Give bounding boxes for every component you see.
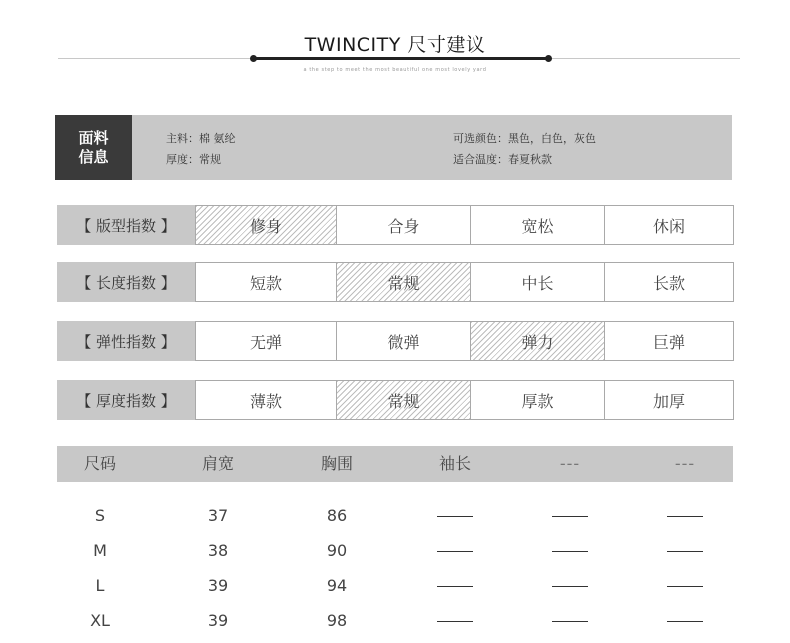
index-option: 薄款 (196, 381, 337, 419)
index-label: 【 弹性指数 】 (57, 321, 195, 361)
size-header-cell: --- (559, 454, 581, 473)
main-fabric: 主料：棉 氨纶 (166, 132, 236, 145)
index-options (195, 205, 734, 245)
page-title: TWINCITY 尺寸建议 (304, 34, 486, 56)
title-rule-accent (253, 57, 549, 60)
size-cell: 39 (207, 576, 229, 595)
index-option: 休闲 (652, 216, 685, 236)
index-option: 长款 (652, 273, 685, 293)
index-option-selected: 常规 (337, 263, 471, 301)
empty-value-dash (667, 551, 703, 552)
size-cell: M (93, 541, 107, 560)
empty-value-dash (437, 516, 473, 517)
empty-value-dash (667, 621, 703, 622)
index-option: 厚款 (471, 381, 605, 419)
empty-value-dash (437, 551, 473, 552)
size-cell: 37 (207, 506, 229, 525)
empty-value-dash (552, 551, 588, 552)
empty-value-dash (667, 516, 703, 517)
size-table-header (57, 446, 733, 482)
index-option: 微弹 (337, 322, 471, 360)
suitable-season: 适合温度：春夏秋款 (453, 153, 552, 166)
size-cell: 90 (326, 541, 348, 560)
thickness: 厚度：常规 (166, 153, 221, 166)
index-option: 巨弹 (652, 332, 685, 352)
size-header-cell: 尺码 (83, 454, 116, 473)
index-option: 短款 (196, 263, 337, 301)
index-option: 无弹 (196, 322, 337, 360)
size-cell: 38 (207, 541, 229, 560)
rule-dot-left (250, 55, 257, 62)
index-option: 宽松 (471, 206, 605, 244)
empty-value-dash (552, 621, 588, 622)
size-cell: XL (90, 611, 110, 630)
material-label-line2: 信息 (78, 147, 109, 166)
size-cell: L (95, 576, 105, 595)
size-header-cell: 袖长 (438, 454, 471, 473)
index-label: 【 长度指数 】 (57, 262, 195, 302)
index-label: 【 版型指数 】 (57, 205, 195, 245)
empty-value-dash (437, 621, 473, 622)
page-subtitle: a the step to meet the most beautiful one most lovely yard (303, 67, 487, 73)
index-option-selected: 常规 (337, 381, 471, 419)
index-options (195, 380, 734, 420)
index-options (195, 321, 734, 361)
index-option-selected: 修身 (196, 206, 337, 244)
index-options (195, 262, 734, 302)
empty-value-dash (552, 516, 588, 517)
size-cell: 39 (207, 611, 229, 630)
size-header-cell: 胸围 (320, 454, 353, 473)
index-label: 【 厚度指数 】 (57, 380, 195, 420)
index-option-selected: 弹力 (471, 322, 605, 360)
index-option: 中长 (471, 263, 605, 301)
rule-dot-right (545, 55, 552, 62)
empty-value-dash (552, 586, 588, 587)
size-cell: 98 (326, 611, 348, 630)
empty-value-dash (437, 586, 473, 587)
size-header-cell: --- (674, 454, 696, 473)
size-header-cell: 肩宽 (201, 454, 234, 473)
empty-value-dash (667, 586, 703, 587)
material-label-line1: 面料 (78, 128, 109, 147)
available-colors: 可选颜色：黑色，白色，灰色 (453, 132, 596, 145)
index-option: 合身 (337, 206, 471, 244)
material-info-label (55, 115, 132, 180)
size-cell: 86 (326, 506, 348, 525)
material-info-panel (55, 115, 732, 180)
size-cell: S (94, 506, 106, 525)
size-cell: 94 (326, 576, 348, 595)
index-option: 加厚 (652, 391, 685, 411)
